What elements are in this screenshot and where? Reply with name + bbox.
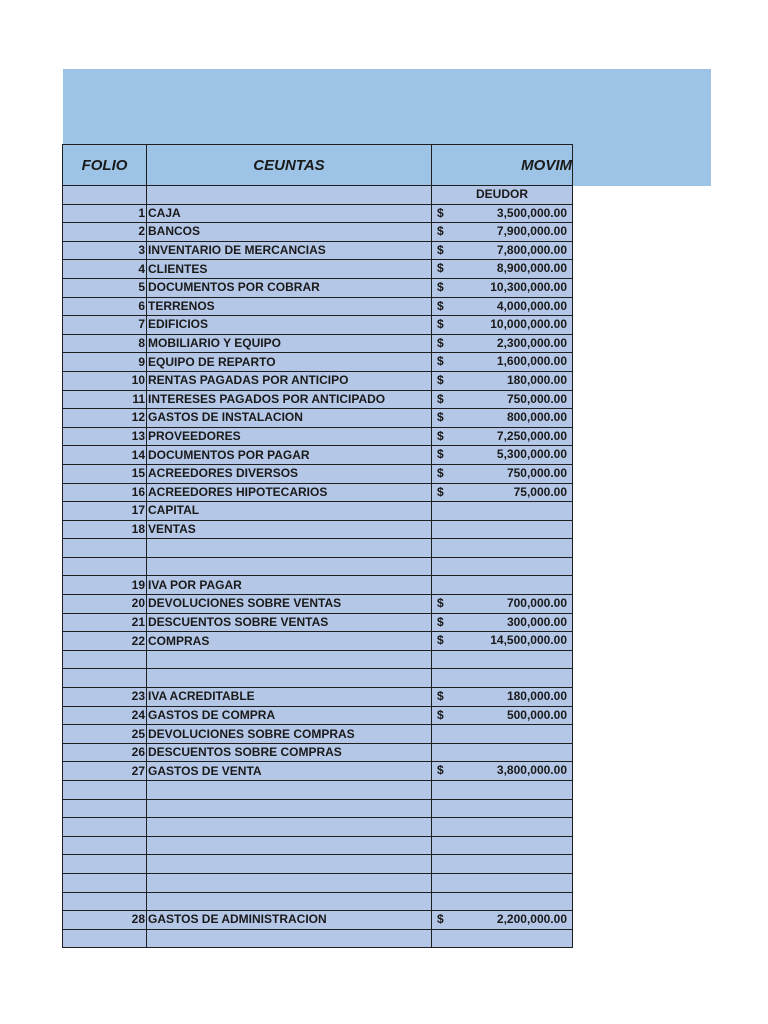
currency-symbol: $ xyxy=(437,391,444,406)
table-row xyxy=(63,409,573,428)
currency-symbol: $ xyxy=(437,335,444,350)
table-row xyxy=(63,483,573,502)
cuenta-cell[interactable] xyxy=(147,929,432,948)
cuenta-cell[interactable]: IVA ACREDITABLE xyxy=(147,688,432,707)
cuenta-cell[interactable]: INVENTARIO DE MERCANCIAS xyxy=(147,241,432,260)
cuenta-cell[interactable]: PROVEEDORES xyxy=(147,427,432,446)
cuenta-cell[interactable]: GASTOS DE INSTALACION xyxy=(147,409,432,428)
cuenta-cell[interactable]: MOBILIARIO Y EQUIPO xyxy=(147,334,432,353)
table-row xyxy=(63,241,573,260)
cuenta-cell[interactable]: IVA POR PAGAR xyxy=(147,576,432,595)
deudor-cell[interactable] xyxy=(432,929,573,948)
table-row xyxy=(63,743,573,762)
deudor-value: 180,000.00 xyxy=(506,689,567,704)
table-row xyxy=(63,781,573,800)
deudor-cell[interactable] xyxy=(432,613,573,632)
cuenta-cell[interactable]: DEVOLUCIONES SOBRE VENTAS xyxy=(147,595,432,614)
folio-cell[interactable]: 22 xyxy=(63,632,147,651)
deudor-value: 4,000,000.00 xyxy=(496,298,567,313)
currency-symbol: $ xyxy=(437,484,444,499)
cuenta-cell[interactable]: CAPITAL xyxy=(147,502,432,521)
deudor-value: 10,300,000.00 xyxy=(490,279,567,294)
folio-cell[interactable] xyxy=(63,799,147,818)
cuentas-header[interactable]: CEUNTAS xyxy=(147,145,432,186)
cuenta-cell[interactable]: ACREEDORES DIVERSOS xyxy=(147,464,432,483)
table-row xyxy=(63,650,573,669)
deudor-cell[interactable] xyxy=(432,688,573,707)
folio-cell[interactable]: 13 xyxy=(63,427,147,446)
currency-symbol: $ xyxy=(437,614,444,629)
currency-symbol: $ xyxy=(437,763,444,778)
currency-symbol: $ xyxy=(437,428,444,443)
table-row xyxy=(63,576,573,595)
deudor-cell[interactable] xyxy=(432,706,573,725)
cuenta-cell[interactable] xyxy=(147,873,432,892)
folio-cell[interactable]: 18 xyxy=(63,520,147,539)
folio-cell[interactable]: 9 xyxy=(63,353,147,372)
currency-symbol: $ xyxy=(437,205,444,220)
deudor-value: 7,900,000.00 xyxy=(496,224,567,239)
cuenta-cell[interactable]: INTERESES PAGADOS POR ANTICIPADO xyxy=(147,390,432,409)
currency-symbol: $ xyxy=(437,689,444,704)
folio-cell[interactable]: 19 xyxy=(63,576,147,595)
deudor-value: 750,000.00 xyxy=(506,465,567,480)
deudor-cell[interactable] xyxy=(432,911,573,930)
folio-cell[interactable]: 7 xyxy=(63,316,147,335)
folio-cell[interactable]: 6 xyxy=(63,297,147,316)
cuenta-cell[interactable]: DEVOLUCIONES SOBRE COMPRAS xyxy=(147,725,432,744)
folio-cell[interactable] xyxy=(63,892,147,911)
folio-cell[interactable]: 10 xyxy=(63,371,147,390)
folio-cell[interactable]: 1 xyxy=(63,204,147,223)
deudor-value: 8,900,000.00 xyxy=(496,261,567,276)
deudor-value: 3,800,000.00 xyxy=(496,763,567,778)
table-row xyxy=(63,836,573,855)
deudor-header[interactable]: DEUDOR xyxy=(432,186,573,205)
table-row xyxy=(63,725,573,744)
cuenta-cell[interactable] xyxy=(147,799,432,818)
deudor-cell[interactable] xyxy=(432,818,573,837)
folio-cell[interactable]: 4 xyxy=(63,260,147,279)
deudor-cell[interactable] xyxy=(432,316,573,335)
deudor-value: 7,800,000.00 xyxy=(496,242,567,257)
folio-cell[interactable] xyxy=(63,186,147,205)
deudor-cell[interactable] xyxy=(432,223,573,242)
table-row xyxy=(63,762,573,781)
folio-cell[interactable] xyxy=(63,781,147,800)
deudor-cell[interactable] xyxy=(432,409,573,428)
cuenta-cell[interactable]: BANCOS xyxy=(147,223,432,242)
currency-symbol: $ xyxy=(437,633,444,648)
table-row xyxy=(63,278,573,297)
cuenta-cell[interactable]: GASTOS DE VENTA xyxy=(147,762,432,781)
currency-symbol: $ xyxy=(437,447,444,462)
folio-cell[interactable]: 14 xyxy=(63,446,147,465)
deudor-value: 5,300,000.00 xyxy=(496,447,567,462)
currency-symbol: $ xyxy=(437,224,444,239)
deudor-cell[interactable] xyxy=(432,576,573,595)
cuenta-cell[interactable] xyxy=(147,781,432,800)
folio-cell[interactable]: 8 xyxy=(63,334,147,353)
folio-cell[interactable] xyxy=(63,929,147,948)
deudor-cell[interactable] xyxy=(432,855,573,874)
table-row xyxy=(63,204,573,223)
deudor-cell[interactable] xyxy=(432,353,573,372)
table-row xyxy=(63,539,573,558)
folio-cell[interactable]: 20 xyxy=(63,595,147,614)
deudor-cell[interactable] xyxy=(432,557,573,576)
deudor-value: 1,600,000.00 xyxy=(496,354,567,369)
cuenta-cell[interactable] xyxy=(147,669,432,688)
deudor-cell[interactable] xyxy=(432,650,573,669)
deudor-cell[interactable] xyxy=(432,464,573,483)
cuenta-cell[interactable]: DOCUMENTOS POR COBRAR xyxy=(147,278,432,297)
table-row xyxy=(63,446,573,465)
currency-symbol: $ xyxy=(437,242,444,257)
currency-symbol: $ xyxy=(437,410,444,425)
currency-symbol: $ xyxy=(437,279,444,294)
folio-cell[interactable] xyxy=(63,669,147,688)
deudor-cell[interactable] xyxy=(432,446,573,465)
cuenta-cell[interactable]: CLIENTES xyxy=(147,260,432,279)
folio-cell[interactable]: 5 xyxy=(63,278,147,297)
table-row xyxy=(63,595,573,614)
folio-cell[interactable]: 15 xyxy=(63,464,147,483)
deudor-value: 75,000.00 xyxy=(513,484,567,499)
deudor-cell[interactable] xyxy=(432,873,573,892)
table-row xyxy=(63,502,573,521)
folio-cell[interactable] xyxy=(63,873,147,892)
deudor-cell[interactable] xyxy=(432,297,573,316)
cuenta-cell[interactable] xyxy=(147,557,432,576)
cuenta-cell[interactable]: DESCUENTOS SOBRE COMPRAS xyxy=(147,743,432,762)
folio-cell[interactable]: 17 xyxy=(63,502,147,521)
deudor-value: 2,300,000.00 xyxy=(496,335,567,350)
deudor-cell[interactable] xyxy=(432,483,573,502)
deudor-cell[interactable] xyxy=(432,260,573,279)
deudor-value: 10,000,000.00 xyxy=(490,317,567,332)
deudor-cell[interactable] xyxy=(432,892,573,911)
folio-cell[interactable]: 3 xyxy=(63,241,147,260)
cuenta-cell[interactable]: RENTAS PAGADAS POR ANTICIPO xyxy=(147,371,432,390)
deudor-cell[interactable] xyxy=(432,632,573,651)
table-row xyxy=(63,427,573,446)
cuenta-cell[interactable] xyxy=(147,892,432,911)
cuenta-cell[interactable]: DESCUENTOS SOBRE VENTAS xyxy=(147,613,432,632)
movimientos-header[interactable]: MOVIM xyxy=(432,145,573,186)
cuenta-cell[interactable]: DOCUMENTOS POR PAGAR xyxy=(147,446,432,465)
table-row xyxy=(63,297,573,316)
cuenta-cell[interactable]: EDIFICIOS xyxy=(147,316,432,335)
cuenta-cell[interactable]: EQUIPO DE REPARTO xyxy=(147,353,432,372)
currency-symbol: $ xyxy=(437,298,444,313)
deudor-cell[interactable] xyxy=(432,743,573,762)
deudor-cell[interactable] xyxy=(432,241,573,260)
table-row xyxy=(63,911,573,930)
folio-cell[interactable]: 25 xyxy=(63,725,147,744)
cuenta-cell[interactable]: CAJA xyxy=(147,204,432,223)
deudor-cell[interactable] xyxy=(432,427,573,446)
folio-cell[interactable]: 26 xyxy=(63,743,147,762)
deudor-value: 500,000.00 xyxy=(506,707,567,722)
folio-cell[interactable] xyxy=(63,650,147,669)
folio-cell[interactable]: 12 xyxy=(63,409,147,428)
cuenta-cell[interactable] xyxy=(147,836,432,855)
cuenta-cell[interactable]: VENTAS xyxy=(147,520,432,539)
deudor-cell[interactable] xyxy=(432,669,573,688)
cuenta-cell[interactable]: TERRENOS xyxy=(147,297,432,316)
currency-symbol: $ xyxy=(437,912,444,927)
deudor-cell[interactable] xyxy=(432,204,573,223)
deudor-value: 180,000.00 xyxy=(506,372,567,387)
table-row xyxy=(63,334,573,353)
table-row xyxy=(63,371,573,390)
deudor-value: 700,000.00 xyxy=(506,596,567,611)
folio-cell[interactable]: 27 xyxy=(63,762,147,781)
currency-symbol: $ xyxy=(437,317,444,332)
table-row xyxy=(63,855,573,874)
table-row xyxy=(63,316,573,335)
currency-symbol: $ xyxy=(437,261,444,276)
folio-cell[interactable]: 24 xyxy=(63,706,147,725)
deudor-value: 7,250,000.00 xyxy=(496,428,567,443)
deudor-cell[interactable] xyxy=(432,539,573,558)
deudor-value: 3,500,000.00 xyxy=(496,205,567,220)
folio-cell[interactable]: 21 xyxy=(63,613,147,632)
deudor-cell[interactable] xyxy=(432,502,573,521)
cuenta-cell[interactable]: GASTOS DE COMPRA xyxy=(147,706,432,725)
table-row xyxy=(63,873,573,892)
table-row xyxy=(63,353,573,372)
table-row xyxy=(63,613,573,632)
folio-cell[interactable]: 2 xyxy=(63,223,147,242)
deudor-cell[interactable] xyxy=(432,762,573,781)
cuenta-cell[interactable] xyxy=(147,650,432,669)
cuenta-cell[interactable] xyxy=(147,186,432,205)
header-row xyxy=(63,145,573,186)
cuenta-cell[interactable] xyxy=(147,818,432,837)
deudor-value: 2,200,000.00 xyxy=(496,912,567,927)
table-row xyxy=(63,632,573,651)
cuenta-cell[interactable] xyxy=(147,539,432,558)
folio-cell[interactable]: 16 xyxy=(63,483,147,502)
deudor-cell[interactable] xyxy=(432,781,573,800)
table-row xyxy=(63,390,573,409)
folio-cell[interactable] xyxy=(63,836,147,855)
table-row xyxy=(63,688,573,707)
folio-cell[interactable] xyxy=(63,539,147,558)
table-row xyxy=(63,520,573,539)
currency-symbol: $ xyxy=(437,596,444,611)
folio-cell[interactable] xyxy=(63,818,147,837)
currency-symbol: $ xyxy=(437,372,444,387)
folio-cell[interactable]: 28 xyxy=(63,911,147,930)
cuenta-cell[interactable]: COMPRAS xyxy=(147,632,432,651)
deudor-cell[interactable] xyxy=(432,799,573,818)
table-row xyxy=(63,892,573,911)
deudor-value: 800,000.00 xyxy=(506,410,567,425)
cuenta-cell[interactable] xyxy=(147,855,432,874)
cuenta-cell[interactable]: GASTOS DE ADMINISTRACION xyxy=(147,911,432,930)
cuenta-cell[interactable]: ACREEDORES HIPOTECARIOS xyxy=(147,483,432,502)
folio-header[interactable]: FOLIO xyxy=(63,145,147,186)
table-row xyxy=(63,799,573,818)
deudor-cell[interactable] xyxy=(432,520,573,539)
deudor-value: 300,000.00 xyxy=(506,614,567,629)
deudor-cell[interactable] xyxy=(432,836,573,855)
table-row xyxy=(63,223,573,242)
deudor-value: 14,500,000.00 xyxy=(490,633,567,648)
deudor-cell[interactable] xyxy=(432,334,573,353)
deudor-cell[interactable] xyxy=(432,278,573,297)
deudor-cell[interactable] xyxy=(432,595,573,614)
deudor-cell[interactable] xyxy=(432,371,573,390)
currency-symbol: $ xyxy=(437,707,444,722)
currency-symbol: $ xyxy=(437,354,444,369)
table-row xyxy=(63,818,573,837)
deudor-cell[interactable] xyxy=(432,390,573,409)
table-row xyxy=(63,557,573,576)
folio-cell[interactable]: 11 xyxy=(63,390,147,409)
table-row xyxy=(63,669,573,688)
currency-symbol: $ xyxy=(437,465,444,480)
table-row xyxy=(63,929,573,948)
folio-cell[interactable] xyxy=(63,557,147,576)
accounts-table xyxy=(62,144,573,948)
table-row xyxy=(63,706,573,725)
table-row xyxy=(63,464,573,483)
table-row xyxy=(63,260,573,279)
folio-cell[interactable]: 23 xyxy=(63,688,147,707)
subheader-row xyxy=(63,186,573,205)
deudor-cell[interactable] xyxy=(432,725,573,744)
deudor-value: 750,000.00 xyxy=(506,391,567,406)
folio-cell[interactable] xyxy=(63,855,147,874)
